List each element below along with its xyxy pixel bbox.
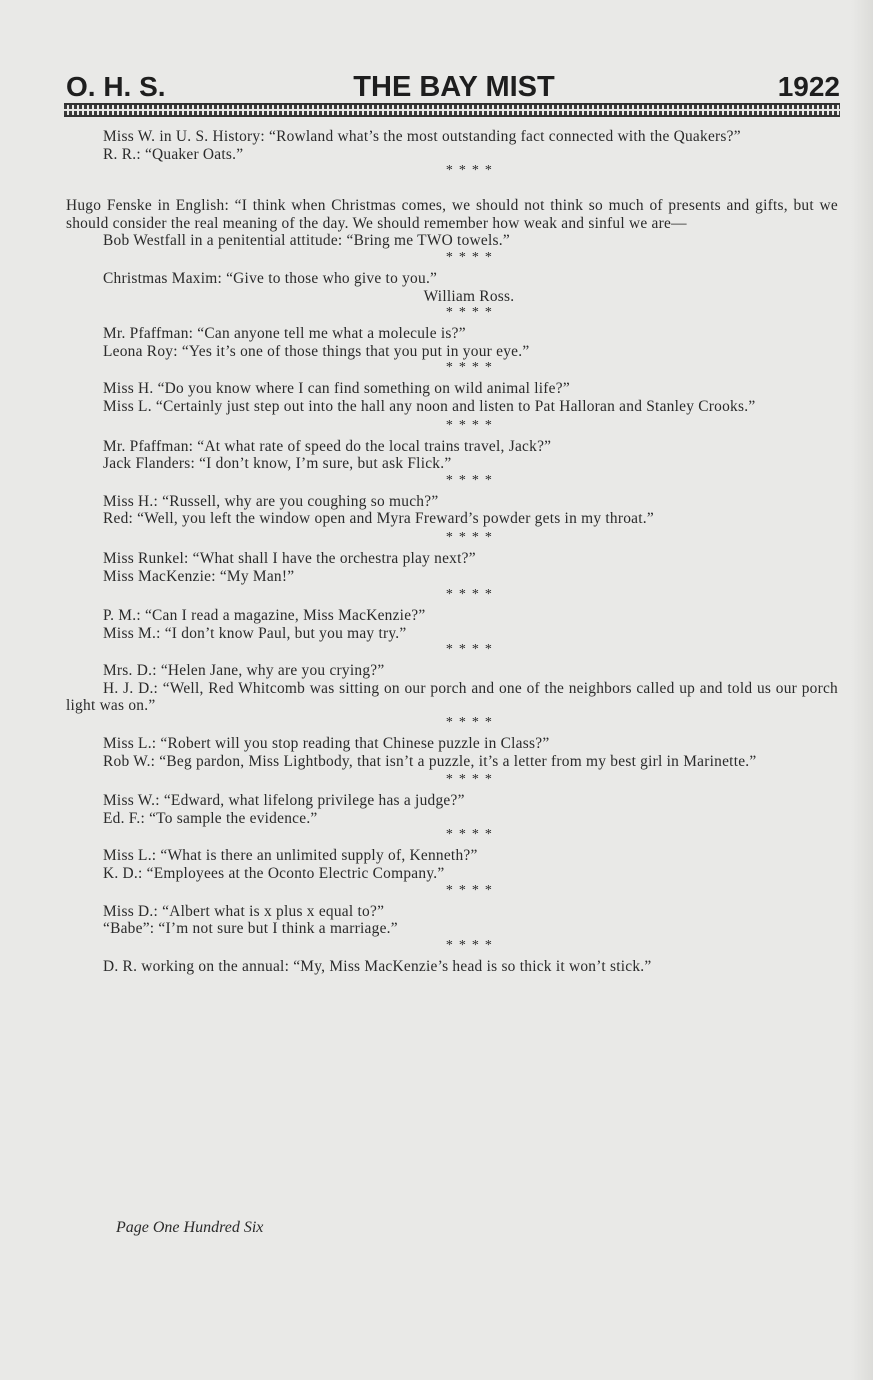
header-title: THE BAY MIST: [353, 71, 555, 103]
joke-line: Miss L.: “Robert will you stop reading that Chinese puzzle in Class?”: [103, 735, 550, 753]
joke-line: Bob Westfall in a penitential attitude: “Bring me TWO towels.”: [103, 232, 510, 250]
joke-line: Rob W.: “Beg pardon, Miss Lightbody, that isn’t a puzzle, it’s a letter from my best girl in Marinette.”: [103, 752, 757, 770]
separator-stars: * * * *: [445, 587, 493, 603]
joke-line: Jack Flanders: “I don’t know, I’m sure, but ask Flick.”: [103, 455, 452, 473]
joke-line: Miss W. in U. S. History: “Rowland what’s the most outstanding fact connected with the Quakers?”: [103, 128, 741, 145]
separator-stars: * * * *: [445, 305, 493, 321]
joke-line: Miss H.: “Russell, why are you coughing so much?”: [103, 492, 439, 510]
separator-stars: * * * *: [445, 827, 493, 843]
joke-line: D. R. working on the annual: “My, Miss MacKenzie’s head is so thick it won’t stick.”: [103, 957, 652, 975]
joke-line: Miss H. “Do you know where I can find something on wild animal life?”: [103, 380, 570, 398]
joke-line: Mr. Pfaffman: “At what rate of speed do the local trains travel, Jack?”: [103, 437, 552, 455]
separator-stars: * * * *: [445, 882, 493, 898]
joke-line: Mrs. D.: “Helen Jane, why are you crying?”: [103, 662, 385, 680]
separator-stars: * * * *: [445, 715, 493, 731]
separator-stars: * * * *: [445, 529, 493, 545]
joke-line: P. M.: “Can I read a magazine, Miss MacKenzie?”: [103, 607, 426, 625]
joke-line: “Babe”: “I’m not sure but I think a marriage.”: [103, 920, 398, 938]
joke-line: K. D.: “Employees at the Oconto Electric Company.”: [103, 865, 445, 883]
separator-stars: * * * *: [445, 249, 493, 265]
separator-stars: * * * *: [445, 937, 493, 953]
joke-line: Miss L.: “What is there an unlimited supply of, Kenneth?”: [103, 847, 478, 865]
header-year: 1922: [777, 71, 840, 102]
page-number-footer: Page One Hundred Six: [116, 1219, 264, 1236]
joke-line: Leona Roy: “Yes it’s one of those things that you put in your eye.”: [103, 342, 530, 360]
joke-line: Mr. Pfaffman: “Can anyone tell me what a molecule is?”: [103, 325, 466, 343]
joke-line: H. J. D.: “Well, Red Whitcomb was sitting on our porch and one of the neighbors called up and told us our porch light was on.”: [66, 679, 838, 715]
separator-stars: * * * *: [445, 360, 493, 376]
joke-line: Miss L. “Certainly just step out into the hall any noon and listen to Pat Halloran and Stanley Crooks.”: [103, 397, 756, 415]
joke-line: Hugo Fenske in English: “I think when Christmas comes, we should not think so much of presents and gifts, but we should consider the real meaning of the day. We should remember how weak and sinful we are—: [66, 197, 838, 232]
joke-line: Miss M.: “I don’t know Paul, but you may try.”: [103, 624, 407, 642]
separator-stars: * * * *: [445, 772, 493, 788]
joke-line: Red: “Well, you left the window open and Myra Freward’s powder gets in my throat.”: [103, 510, 654, 528]
separator-stars: * * * *: [445, 163, 493, 179]
joke-attribution: William Ross.: [423, 287, 515, 305]
separator-stars: * * * *: [445, 417, 493, 433]
joke-line: R. R.: “Quaker Oats.”: [103, 145, 244, 163]
separator-stars: * * * *: [445, 642, 493, 658]
joke-line: Ed. F.: “To sample the evidence.”: [103, 809, 318, 827]
joke-line: Miss Runkel: “What shall I have the orchestra play next?”: [103, 549, 476, 567]
joke-line: Christmas Maxim: “Give to those who give to you.”: [103, 269, 438, 287]
page-edge-shadow: [851, 0, 873, 1380]
running-header: [66, 70, 842, 104]
separator-stars: * * * *: [445, 472, 493, 488]
joke-line: Miss W.: “Edward, what lifelong privilege has a judge?”: [103, 792, 465, 810]
joke-line: Miss D.: “Albert what is x plus x equal to?”: [103, 902, 385, 920]
decorative-rule: [64, 103, 840, 117]
joke-line: Miss MacKenzie: “My Man!”: [103, 567, 295, 585]
header-school: O. H. S.: [66, 71, 166, 102]
jokes-column: [66, 128, 838, 975]
